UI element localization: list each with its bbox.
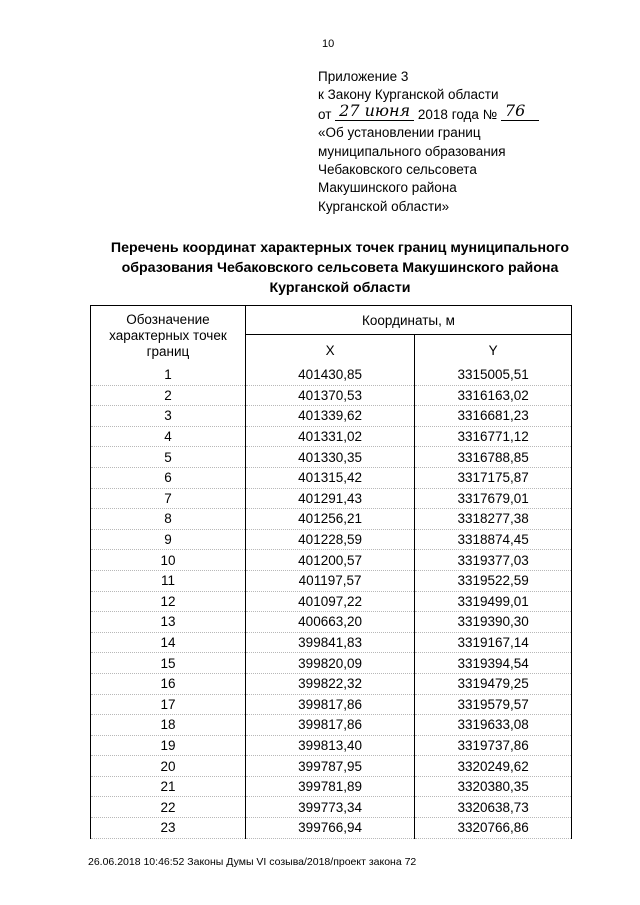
table-body: [91, 365, 572, 838]
coord-x: 400663,20: [245, 612, 414, 633]
point-number: 12: [91, 591, 246, 612]
title-line: Перечень координат характерных точек границ муниципального: [110, 240, 570, 256]
point-number: 2: [91, 385, 246, 406]
coord-y: 3319737,86: [415, 735, 572, 756]
coord-x: 401370,53: [245, 385, 414, 406]
law-title-line: Курганской области»: [318, 198, 450, 214]
table-row: [91, 488, 572, 509]
point-number: 3: [91, 406, 246, 427]
appendix-line: к Закону Курганской области: [318, 87, 499, 103]
coord-x: 399841,83: [245, 632, 414, 653]
table-row: [91, 467, 572, 488]
table-row: [91, 735, 572, 756]
point-number: 18: [91, 715, 246, 736]
date-prefix: от: [318, 106, 332, 122]
page-number: 10: [322, 38, 335, 50]
footer-stamp: 26.06.2018 10:46:52 Законы Думы VI созыва/2018/проект закона 72: [88, 856, 417, 868]
coord-y: 3318277,38: [415, 509, 572, 530]
coord-x: 401315,42: [245, 467, 414, 488]
point-number: 13: [91, 612, 246, 633]
table-row: [91, 550, 572, 571]
table-row: [91, 529, 572, 550]
coord-x: 399817,86: [245, 715, 414, 736]
point-number: 14: [91, 632, 246, 653]
point-number: 4: [91, 426, 246, 447]
coord-y: 3320766,86: [415, 818, 572, 839]
table-row: [91, 776, 572, 797]
point-number: 10: [91, 550, 246, 571]
table-row: [91, 653, 572, 674]
header-y: Y: [415, 335, 572, 366]
coord-y: 3319377,03: [415, 550, 572, 571]
coord-x: 401200,57: [245, 550, 414, 571]
handwritten-law-number: 76: [501, 102, 539, 121]
coord-x: 401339,62: [245, 406, 414, 427]
coord-y: 3315005,51: [415, 365, 572, 385]
coord-x: 399822,32: [245, 673, 414, 694]
coord-x: 401430,85: [245, 365, 414, 385]
table-row: [91, 715, 572, 736]
point-number: 8: [91, 509, 246, 530]
point-number: 7: [91, 488, 246, 509]
point-number: 6: [91, 467, 246, 488]
table-row: [91, 509, 572, 530]
coord-y: 3319479,25: [415, 673, 572, 694]
coord-y: 3319522,59: [415, 570, 572, 591]
coord-y: 3319167,14: [415, 632, 572, 653]
table-row: [91, 426, 572, 447]
coordinates-table: [90, 305, 572, 839]
coord-x: 399773,34: [245, 797, 414, 818]
title-line: образования Чебаковского сельсовета Макушинского района: [121, 260, 559, 276]
law-title-line: Чебаковского сельсовета: [318, 162, 477, 178]
table-row: [91, 673, 572, 694]
coord-y: 3318874,45: [415, 529, 572, 550]
point-number: 22: [91, 797, 246, 818]
table-row: [91, 447, 572, 468]
table-row: [91, 756, 572, 777]
coord-x: 401330,35: [245, 447, 414, 468]
table-row: [91, 797, 572, 818]
appendix-block: [318, 68, 618, 216]
document-title: [70, 238, 610, 298]
point-number: 9: [91, 529, 246, 550]
point-number: 20: [91, 756, 246, 777]
coord-y: 3316681,23: [415, 406, 572, 427]
coord-y: 3316771,12: [415, 426, 572, 447]
coord-y: 3319633,08: [415, 715, 572, 736]
table-row: [91, 385, 572, 406]
table-row: [91, 365, 572, 385]
coord-y: 3320249,62: [415, 756, 572, 777]
coord-x: 401197,57: [245, 570, 414, 591]
table-row: [91, 818, 572, 839]
appendix-date-line: [318, 100, 618, 124]
table-row: [91, 591, 572, 612]
point-number: 19: [91, 735, 246, 756]
title-line: Курганской области: [269, 280, 411, 296]
coord-y: 3316788,85: [415, 447, 572, 468]
coord-y: 3319390,30: [415, 612, 572, 633]
coord-y: 3319394,54: [415, 653, 572, 674]
coord-y: 3320380,35: [415, 776, 572, 797]
header-coordinates: Координаты, м: [245, 306, 571, 335]
handwritten-date: 27 июня: [335, 102, 414, 121]
coord-y: 3319579,57: [415, 694, 572, 715]
law-title-line: муниципального образования: [318, 143, 506, 159]
point-number: 23: [91, 818, 246, 839]
date-suffix: 2018 года №: [417, 106, 498, 122]
coord-x: 399787,95: [245, 756, 414, 777]
coord-x: 399781,89: [245, 776, 414, 797]
coord-x: 399813,40: [245, 735, 414, 756]
header-x: X: [245, 335, 414, 366]
table-row: [91, 570, 572, 591]
coord-x: 401256,21: [245, 509, 414, 530]
point-number: 15: [91, 653, 246, 674]
coord-x: 401331,02: [245, 426, 414, 447]
header-point: Обозначение характерных точек границ: [91, 306, 246, 366]
coord-x: 399820,09: [245, 653, 414, 674]
coord-y: 3317679,01: [415, 488, 572, 509]
table-row: [91, 694, 572, 715]
table-row: [91, 406, 572, 427]
point-number: 21: [91, 776, 246, 797]
table-row: [91, 632, 572, 653]
table-row: [91, 612, 572, 633]
law-title-line: «Об установлении границ: [318, 125, 481, 141]
coord-x: 401097,22: [245, 591, 414, 612]
coord-y: 3320638,73: [415, 797, 572, 818]
coord-x: 401228,59: [245, 529, 414, 550]
coord-y: 3316163,02: [415, 385, 572, 406]
coord-y: 3319499,01: [415, 591, 572, 612]
coord-x: 401291,43: [245, 488, 414, 509]
coord-x: 399766,94: [245, 818, 414, 839]
point-number: 11: [91, 570, 246, 591]
coord-x: 399817,86: [245, 694, 414, 715]
coordinates-table-wrap: [90, 305, 572, 839]
appendix-line: Приложение 3: [318, 69, 409, 84]
point-number: 17: [91, 694, 246, 715]
point-number: 5: [91, 447, 246, 468]
point-number: 16: [91, 673, 246, 694]
law-title-line: Макушинского района: [318, 180, 457, 196]
coord-y: 3317175,87: [415, 467, 572, 488]
point-number: 1: [91, 365, 246, 385]
